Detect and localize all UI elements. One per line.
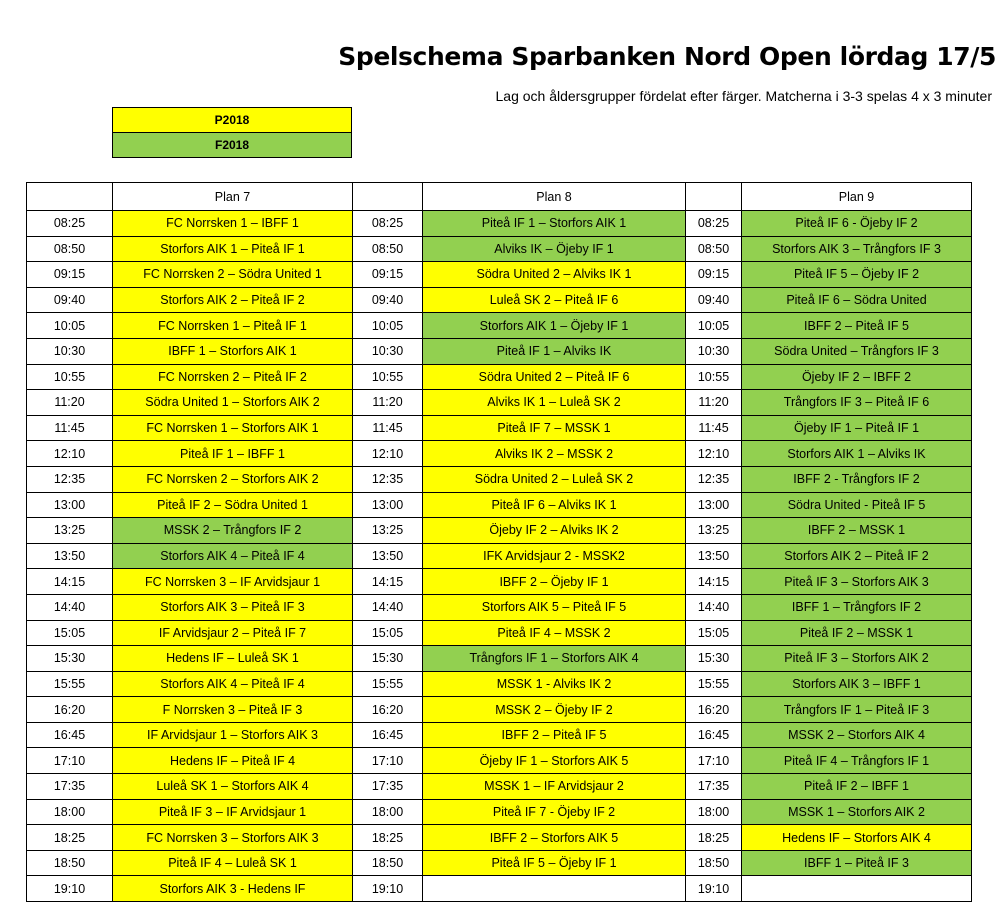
time-cell: 15:55 (686, 671, 742, 697)
schedule-row (27, 697, 972, 723)
legend-p2018: P2018 (113, 108, 352, 133)
plan-8-match: IBFF 2 – Öjeby IF 1 (423, 569, 686, 595)
schedule-row (27, 850, 972, 876)
time-cell: 11:45 (27, 415, 113, 441)
time-cell: 17:10 (686, 748, 742, 774)
plan-7-match: Södra United 1 – Storfors AIK 2 (113, 390, 353, 416)
time-cell: 12:10 (27, 441, 113, 467)
time-cell: 12:10 (353, 441, 423, 467)
plan-8-match: Piteå IF 1 – Alviks IK (423, 338, 686, 364)
time-cell: 11:20 (27, 390, 113, 416)
plan-8-match: Piteå IF 6 – Alviks IK 1 (423, 492, 686, 518)
page-subtitle: Lag och åldersgrupper fördelat efter färger. Matcherna i 3-3 spelas 4 x 3 minuter (495, 88, 992, 104)
schedule-row (27, 492, 972, 518)
plan-7-match: Storfors AIK 1 – Piteå IF 1 (113, 236, 353, 262)
plan-7-match: MSSK 2 – Trångfors IF 2 (113, 518, 353, 544)
header-empty (353, 183, 423, 211)
color-legend (112, 107, 352, 158)
time-cell: 10:55 (353, 364, 423, 390)
time-cell: 15:05 (27, 620, 113, 646)
schedule-row (27, 466, 972, 492)
time-cell: 18:00 (353, 799, 423, 825)
time-cell: 17:35 (27, 774, 113, 800)
plan-8-match: Piteå IF 5 – Öjeby IF 1 (423, 850, 686, 876)
plan-7-match: Storfors AIK 4 – Piteå IF 4 (113, 543, 353, 569)
plan-8-match: Luleå SK 2 – Piteå IF 6 (423, 287, 686, 313)
time-cell: 14:15 (686, 569, 742, 595)
plan-7-match: Luleå SK 1 – Storfors AIK 4 (113, 774, 353, 800)
time-cell: 15:05 (353, 620, 423, 646)
schedule-row (27, 671, 972, 697)
schedule-row (27, 774, 972, 800)
time-cell: 08:25 (353, 211, 423, 237)
time-cell: 10:05 (353, 313, 423, 339)
time-cell: 16:20 (686, 697, 742, 723)
header-empty (686, 183, 742, 211)
schedule-row (27, 722, 972, 748)
schedule-header-row (27, 183, 972, 211)
plan-9-match: IBFF 1 – Piteå IF 3 (742, 850, 972, 876)
plan-8-match: Trångfors IF 1 – Storfors AIK 4 (423, 646, 686, 672)
time-cell: 09:15 (27, 262, 113, 288)
page-title: Spelschema Sparbanken Nord Open lördag 17/5 (338, 42, 996, 71)
time-cell: 14:40 (686, 594, 742, 620)
time-cell: 13:50 (686, 543, 742, 569)
plan-7-match: FC Norrsken 3 – Storfors AIK 3 (113, 825, 353, 851)
plan-9-match (742, 876, 972, 902)
time-cell: 18:25 (27, 825, 113, 851)
time-cell: 08:25 (27, 211, 113, 237)
plan-8-match: Alviks IK 2 – MSSK 2 (423, 441, 686, 467)
plan-9-match: IBFF 2 – MSSK 1 (742, 518, 972, 544)
time-cell: 13:25 (686, 518, 742, 544)
plan-7-match: Storfors AIK 4 – Piteå IF 4 (113, 671, 353, 697)
plan-7-match: FC Norrsken 3 – IF Arvidsjaur 1 (113, 569, 353, 595)
time-cell: 15:30 (27, 646, 113, 672)
time-cell: 18:25 (353, 825, 423, 851)
time-cell: 16:45 (353, 722, 423, 748)
time-cell: 16:45 (27, 722, 113, 748)
plan-7-match: IF Arvidsjaur 1 – Storfors AIK 3 (113, 722, 353, 748)
time-cell: 15:30 (686, 646, 742, 672)
time-cell: 09:40 (27, 287, 113, 313)
time-cell: 18:50 (686, 850, 742, 876)
time-cell: 14:40 (353, 594, 423, 620)
time-cell: 17:35 (353, 774, 423, 800)
time-cell: 15:05 (686, 620, 742, 646)
time-cell: 19:10 (353, 876, 423, 902)
plan-7-match: Piteå IF 2 – Södra United 1 (113, 492, 353, 518)
time-cell: 11:45 (353, 415, 423, 441)
plan-7-match: Piteå IF 4 – Luleå SK 1 (113, 850, 353, 876)
time-cell: 13:00 (686, 492, 742, 518)
plan-9-match: Storfors AIK 3 – IBFF 1 (742, 671, 972, 697)
plan-7-match: FC Norrsken 1 – Piteå IF 1 (113, 313, 353, 339)
plan-9-match: Trångfors IF 1 – Piteå IF 3 (742, 697, 972, 723)
schedule-row (27, 876, 972, 902)
schedule-row (27, 620, 972, 646)
plan-9-match: Piteå IF 6 – Södra United (742, 287, 972, 313)
plan-8-match: Storfors AIK 1 – Öjeby IF 1 (423, 313, 686, 339)
header-plan-8: Plan 8 (423, 183, 686, 211)
time-cell: 08:50 (686, 236, 742, 262)
plan-8-match: Piteå IF 7 - Öjeby IF 2 (423, 799, 686, 825)
time-cell: 17:10 (27, 748, 113, 774)
plan-7-match: FC Norrsken 1 – Storfors AIK 1 (113, 415, 353, 441)
time-cell: 16:20 (27, 697, 113, 723)
time-cell: 18:25 (686, 825, 742, 851)
plan-9-match: Piteå IF 2 – MSSK 1 (742, 620, 972, 646)
legend-f2018: F2018 (113, 133, 352, 158)
plan-9-match: IBFF 2 – Piteå IF 5 (742, 313, 972, 339)
plan-9-match: Piteå IF 3 – Storfors AIK 2 (742, 646, 972, 672)
schedule-row (27, 569, 972, 595)
plan-8-match (423, 876, 686, 902)
time-cell: 10:30 (27, 338, 113, 364)
time-cell: 14:15 (353, 569, 423, 595)
plan-8-match: MSSK 1 – IF Arvidsjaur 2 (423, 774, 686, 800)
time-cell: 14:15 (27, 569, 113, 595)
plan-7-match: Hedens IF – Piteå IF 4 (113, 748, 353, 774)
plan-9-match: MSSK 2 – Storfors AIK 4 (742, 722, 972, 748)
plan-8-match: Södra United 2 – Alviks IK 1 (423, 262, 686, 288)
schedule-row (27, 415, 972, 441)
time-cell: 16:45 (686, 722, 742, 748)
schedule-row (27, 262, 972, 288)
time-cell: 10:55 (686, 364, 742, 390)
plan-9-match: IBFF 2 - Trångfors IF 2 (742, 466, 972, 492)
plan-8-match: Alviks IK 1 – Luleå SK 2 (423, 390, 686, 416)
time-cell: 19:10 (27, 876, 113, 902)
time-cell: 13:50 (353, 543, 423, 569)
time-cell: 08:50 (27, 236, 113, 262)
plan-7-match: IBFF 1 – Storfors AIK 1 (113, 338, 353, 364)
plan-7-match: FC Norrsken 2 – Piteå IF 2 (113, 364, 353, 390)
time-cell: 12:35 (686, 466, 742, 492)
time-cell: 09:15 (686, 262, 742, 288)
plan-9-match: Hedens IF – Storfors AIK 4 (742, 825, 972, 851)
plan-7-match: FC Norrsken 2 – Södra United 1 (113, 262, 353, 288)
plan-7-match: Piteå IF 3 – IF Arvidsjaur 1 (113, 799, 353, 825)
time-cell: 11:20 (686, 390, 742, 416)
plan-8-match: Öjeby IF 2 – Alviks IK 2 (423, 518, 686, 544)
plan-8-match: Öjeby IF 1 – Storfors AIK 5 (423, 748, 686, 774)
header-plan-9: Plan 9 (742, 183, 972, 211)
header-plan-7: Plan 7 (113, 183, 353, 211)
plan-9-match: Piteå IF 4 – Trångfors IF 1 (742, 748, 972, 774)
plan-9-match: MSSK 1 – Storfors AIK 2 (742, 799, 972, 825)
time-cell: 08:50 (353, 236, 423, 262)
plan-9-match: IBFF 1 – Trångfors IF 2 (742, 594, 972, 620)
plan-8-match: Alviks IK – Öjeby IF 1 (423, 236, 686, 262)
plan-8-match: MSSK 1 - Alviks IK 2 (423, 671, 686, 697)
schedule-row (27, 543, 972, 569)
plan-7-match: Storfors AIK 3 - Hedens IF (113, 876, 353, 902)
plan-9-match: Piteå IF 3 – Storfors AIK 3 (742, 569, 972, 595)
plan-8-match: IFK Arvidsjaur 2 - MSSK2 (423, 543, 686, 569)
plan-9-match: Öjeby IF 1 – Piteå IF 1 (742, 415, 972, 441)
plan-8-match: IBFF 2 – Piteå IF 5 (423, 722, 686, 748)
plan-7-match: FC Norrsken 2 – Storfors AIK 2 (113, 466, 353, 492)
schedule-row (27, 748, 972, 774)
plan-9-match: Piteå IF 6 - Öjeby IF 2 (742, 211, 972, 237)
time-cell: 10:55 (27, 364, 113, 390)
plan-8-match: Södra United 2 – Piteå IF 6 (423, 364, 686, 390)
plan-7-match: Hedens IF – Luleå SK 1 (113, 646, 353, 672)
time-cell: 12:10 (686, 441, 742, 467)
time-cell: 18:00 (27, 799, 113, 825)
time-cell: 12:35 (353, 466, 423, 492)
plan-8-match: Piteå IF 1 – Storfors AIK 1 (423, 211, 686, 237)
time-cell: 13:00 (27, 492, 113, 518)
schedule-row (27, 236, 972, 262)
time-cell: 10:05 (27, 313, 113, 339)
time-cell: 10:05 (686, 313, 742, 339)
time-cell: 09:40 (686, 287, 742, 313)
time-cell: 09:40 (353, 287, 423, 313)
time-cell: 13:00 (353, 492, 423, 518)
time-cell: 18:00 (686, 799, 742, 825)
time-cell: 10:30 (686, 338, 742, 364)
time-cell: 15:30 (353, 646, 423, 672)
time-cell: 18:50 (353, 850, 423, 876)
plan-8-match: Storfors AIK 5 – Piteå IF 5 (423, 594, 686, 620)
schedule-row (27, 211, 972, 237)
time-cell: 11:45 (686, 415, 742, 441)
time-cell: 13:50 (27, 543, 113, 569)
plan-9-match: Öjeby IF 2 – IBFF 2 (742, 364, 972, 390)
plan-9-match: Södra United - Piteå IF 5 (742, 492, 972, 518)
plan-7-match: Storfors AIK 3 – Piteå IF 3 (113, 594, 353, 620)
schedule-row (27, 594, 972, 620)
time-cell: 17:35 (686, 774, 742, 800)
plan-9-match: Södra United – Trångfors IF 3 (742, 338, 972, 364)
plan-9-match: Trångfors IF 3 – Piteå IF 6 (742, 390, 972, 416)
plan-8-match: MSSK 2 – Öjeby IF 2 (423, 697, 686, 723)
plan-7-match: IF Arvidsjaur 2 – Piteå IF 7 (113, 620, 353, 646)
plan-7-match: Storfors AIK 2 – Piteå IF 2 (113, 287, 353, 313)
time-cell: 17:10 (353, 748, 423, 774)
time-cell: 18:50 (27, 850, 113, 876)
plan-8-match: IBFF 2 – Storfors AIK 5 (423, 825, 686, 851)
schedule-row (27, 825, 972, 851)
schedule-row (27, 287, 972, 313)
time-cell: 13:25 (27, 518, 113, 544)
plan-9-match: Piteå IF 2 – IBFF 1 (742, 774, 972, 800)
header-empty (27, 183, 113, 211)
plan-9-match: Storfors AIK 2 – Piteå IF 2 (742, 543, 972, 569)
time-cell: 10:30 (353, 338, 423, 364)
time-cell: 11:20 (353, 390, 423, 416)
schedule-row (27, 313, 972, 339)
plan-8-match: Piteå IF 7 – MSSK 1 (423, 415, 686, 441)
schedule-row (27, 518, 972, 544)
plan-9-match: Storfors AIK 3 – Trångfors IF 3 (742, 236, 972, 262)
time-cell: 14:40 (27, 594, 113, 620)
plan-8-match: Södra United 2 – Luleå SK 2 (423, 466, 686, 492)
plan-9-match: Storfors AIK 1 – Alviks IK (742, 441, 972, 467)
schedule-row (27, 441, 972, 467)
schedule-row (27, 390, 972, 416)
schedule-row (27, 646, 972, 672)
time-cell: 08:25 (686, 211, 742, 237)
time-cell: 16:20 (353, 697, 423, 723)
schedule-row (27, 338, 972, 364)
time-cell: 19:10 (686, 876, 742, 902)
time-cell: 12:35 (27, 466, 113, 492)
schedule-table (26, 182, 972, 902)
time-cell: 09:15 (353, 262, 423, 288)
plan-8-match: Piteå IF 4 – MSSK 2 (423, 620, 686, 646)
time-cell: 13:25 (353, 518, 423, 544)
schedule-row (27, 364, 972, 390)
plan-7-match: FC Norrsken 1 – IBFF 1 (113, 211, 353, 237)
plan-7-match: Piteå IF 1 – IBFF 1 (113, 441, 353, 467)
schedule-row (27, 799, 972, 825)
time-cell: 15:55 (27, 671, 113, 697)
plan-7-match: F Norrsken 3 – Piteå IF 3 (113, 697, 353, 723)
time-cell: 15:55 (353, 671, 423, 697)
plan-9-match: Piteå IF 5 – Öjeby IF 2 (742, 262, 972, 288)
